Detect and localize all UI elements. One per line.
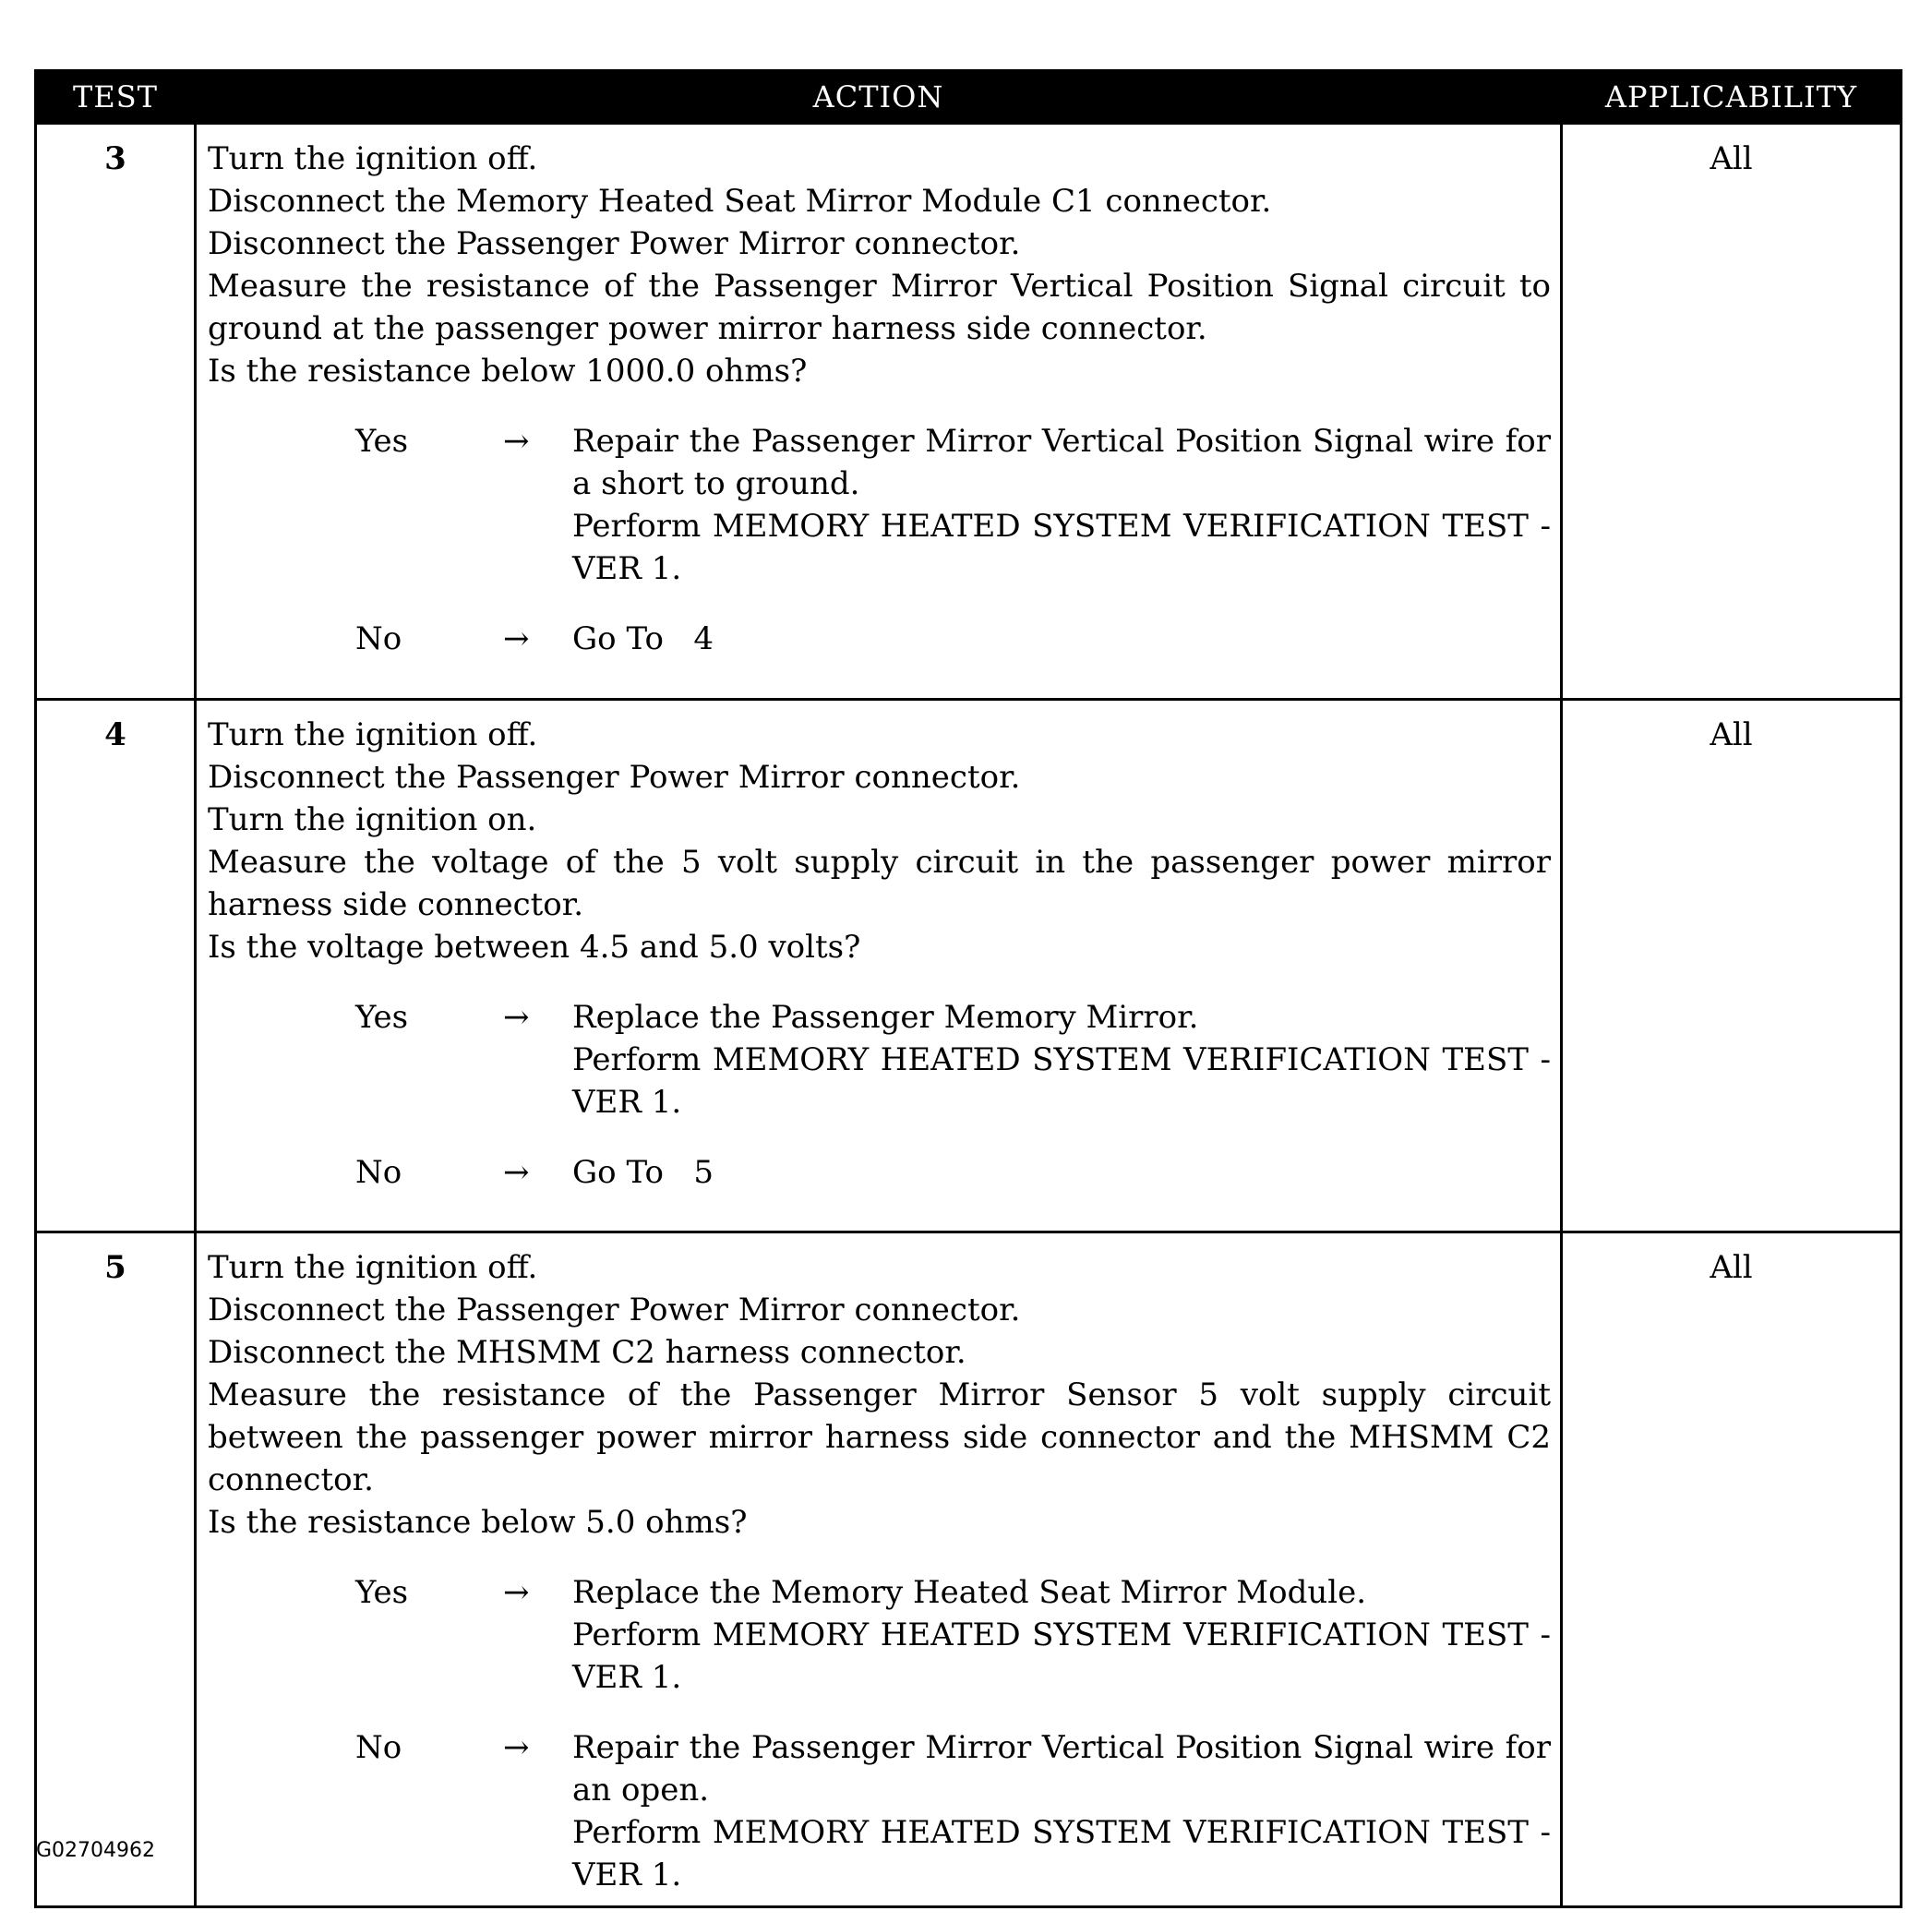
header-test: TEST [36, 71, 196, 124]
no-branch [208, 1726, 1551, 1896]
header-action: ACTION [196, 71, 1562, 124]
action-step: Turn the ignition off. [208, 140, 538, 177]
yes-branch [208, 1571, 1551, 1699]
action-step: Turn the ignition on. [208, 801, 537, 838]
header-applicability: APPLICABILITY [1562, 71, 1902, 124]
test-row [36, 124, 1902, 700]
arrow-icon: → [503, 423, 530, 460]
arrow-icon: → [503, 999, 530, 1036]
yes-label: Yes [355, 423, 409, 460]
no-branch [208, 618, 1551, 660]
test-number: 5 [36, 1232, 196, 1907]
branch-line: Replace the Passenger Memory Mirror. [572, 999, 1199, 1036]
yes-label: Yes [355, 999, 409, 1036]
branch-line: Repair the Passenger Mirror Vertical Position Signal wire for an open. [572, 1729, 1551, 1809]
test-row [36, 1232, 1902, 1907]
action-step: Measure the voltage of the 5 volt supply circuit in the passenger power mirror harness side connector. [208, 844, 1551, 923]
branch-line: Perform MEMORY HEATED SYSTEM VERIFICATION TEST - VER 1. [572, 508, 1551, 587]
action-step: Disconnect the Passenger Power Mirror connector. [208, 225, 1021, 262]
no-label: No [355, 620, 402, 657]
action-step: Disconnect the Memory Heated Seat Mirror Module C1 connector. [208, 183, 1272, 220]
branch-line: Perform MEMORY HEATED SYSTEM VERIFICATION TEST - VER 1. [572, 1617, 1551, 1696]
no-label: No [355, 1729, 402, 1766]
test-number: 3 [36, 124, 196, 700]
arrow-icon: → [503, 1154, 530, 1191]
applicability-value: All [1562, 1232, 1902, 1907]
yes-branch [208, 996, 1551, 1124]
action-step: Turn the ignition off. [208, 1249, 538, 1286]
test-row [36, 700, 1902, 1232]
arrow-icon: → [503, 1574, 530, 1611]
action-cell [196, 700, 1562, 1232]
action-cell [196, 1232, 1562, 1907]
action-step: Is the resistance below 5.0 ohms? [208, 1504, 748, 1541]
test-number: 4 [36, 700, 196, 1232]
action-step: Measure the resistance of the Passenger Mirror Vertical Position Signal circuit to ground at the passenger power mirror harness side connector. [208, 268, 1551, 347]
action-step: Disconnect the Passenger Power Mirror connector. [208, 1292, 1021, 1328]
action-step: Disconnect the MHSMM C2 harness connector. [208, 1334, 966, 1371]
yes-label: Yes [355, 1574, 409, 1611]
action-step: Is the voltage between 4.5 and 5.0 volts? [208, 929, 861, 966]
yes-branch [208, 420, 1551, 590]
diagnostic-test-table [34, 69, 1902, 1908]
action-step: Measure the resistance of the Passenger Mirror Sensor 5 volt supply circuit between the passenger power mirror harness side connector and the MHSMM C2 connector. [208, 1376, 1551, 1498]
action-cell [196, 124, 1562, 700]
branch-line: Go To 5 [572, 1154, 714, 1191]
branch-line: Perform MEMORY HEATED SYSTEM VERIFICATION TEST - VER 1. [572, 1814, 1551, 1893]
branch-line: Perform MEMORY HEATED SYSTEM VERIFICATION TEST - VER 1. [572, 1041, 1551, 1121]
no-label: No [355, 1154, 402, 1191]
table-header-row [36, 71, 1902, 124]
action-step: Is the resistance below 1000.0 ohms? [208, 353, 808, 390]
applicability-value: All [1562, 700, 1902, 1232]
action-step: Turn the ignition off. [208, 716, 538, 753]
figure-id: G02704962 [36, 1839, 156, 1862]
arrow-icon: → [503, 1729, 530, 1766]
branch-line: Repair the Passenger Mirror Vertical Position Signal wire for a short to ground. [572, 423, 1551, 502]
arrow-icon: → [503, 620, 530, 657]
branch-line: Go To 4 [572, 620, 714, 657]
branch-line: Replace the Memory Heated Seat Mirror Module. [572, 1574, 1367, 1611]
applicability-value: All [1562, 124, 1902, 700]
action-step: Disconnect the Passenger Power Mirror connector. [208, 759, 1021, 796]
no-branch [208, 1151, 1551, 1194]
